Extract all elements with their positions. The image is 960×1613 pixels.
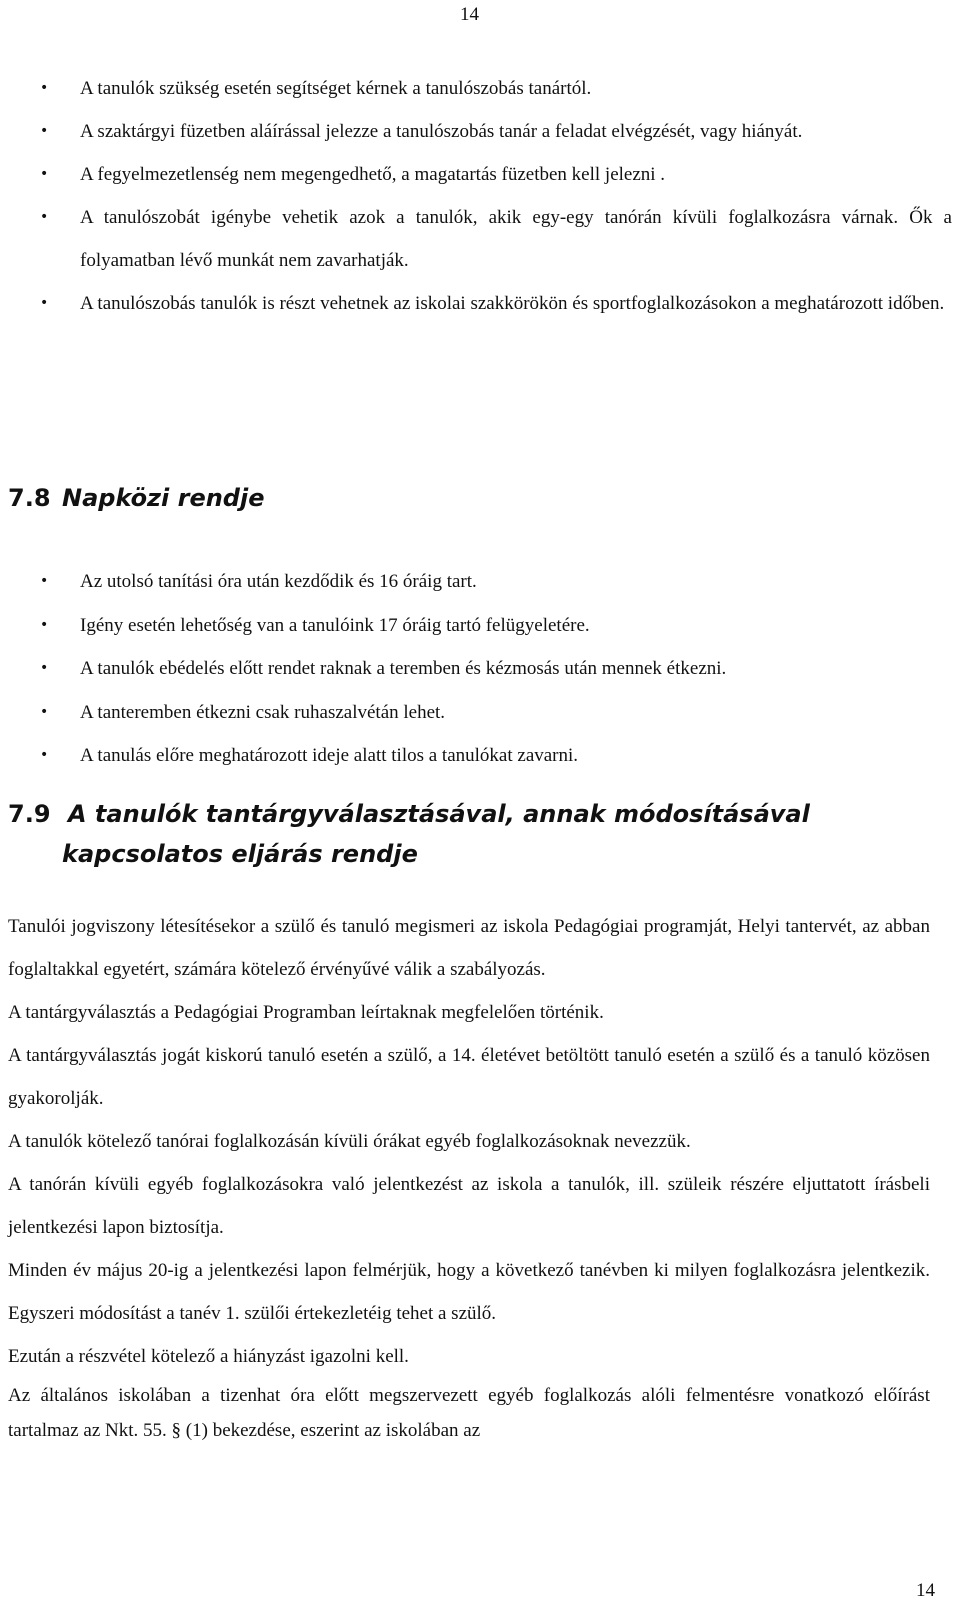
list-item: • A tanteremben étkezni csak ruhaszalvétán lehet. <box>0 691 960 735</box>
napkozi-rules-list <box>0 560 960 778</box>
section-title: Napközi rendje <box>62 484 265 512</box>
list-item: • A szaktárgyi füzetben aláírással jelezze a tanulószobás tanár a feladat elvégzését, vagy hiányát. <box>0 110 960 153</box>
paragraph: A tantárgyválasztás jogát kiskorú tanuló esetén a szülő, a 14. életévet betöltött tanuló esetén a szülő és a tanuló közösen gyakorolják. <box>8 1045 930 1109</box>
section-heading-7-8 <box>8 478 265 518</box>
tanuloszoba-rules-list <box>0 67 960 325</box>
list-item: • Igény esetén lehetőség van a tanulóink 17 óráig tartó felügyeletére. <box>0 604 960 648</box>
list-item: • A tanulók ebédelés előtt rendet raknak a teremben és kézmosás után mennek étkezni. <box>0 647 960 691</box>
paragraph: A tantárgyválasztás a Pedagógiai Programban leírtaknak megfelelően történik. <box>8 1002 604 1023</box>
list-item: • A tanulók szükség esetén segítséget kérnek a tanulószobás tanártól. <box>0 67 960 110</box>
paragraph: Az általános iskolában a tizenhat óra előtt megszervezett egyéb foglalkozás alóli felmentésre vonatkozó előírást tartalmaz az Nkt. 55. § (1) bekezdése, eszerint az iskolában az <box>8 1385 930 1441</box>
body-text <box>8 905 930 1448</box>
paragraph: A tanórán kívüli egyéb foglalkozásokra való jelentkezést az iskola a tanulók, ill. szüleik részére eljuttatott írásbeli jelentkezési lapon biztosítja. <box>8 1174 930 1238</box>
section-heading-7-9 <box>8 794 810 874</box>
section-title-line1: A tanulók tantárgyválasztásával, annak módosításával <box>68 800 810 828</box>
list-item: • Az utolsó tanítási óra után kezdődik és 16 óráig tart. <box>0 560 960 604</box>
list-item: • A tanulószobát igénybe vehetik azok a tanulók, akik egy-egy tanórán kívüli foglalkozásra várnak. Ők a folyamatban lévő munkát nem zavarhatják. <box>0 196 960 282</box>
list-item: • A tanulószobás tanulók is részt vehetnek az iskolai szakkörökön és sportfoglalkozásokon a meghatározott időben. <box>0 282 960 325</box>
section-number: 7.8 <box>8 484 51 512</box>
paragraph: Tanulói jogviszony létesítésekor a szülő és tanuló megismeri az iskola Pedagógiai programját, Helyi tantervét, az abban foglaltakkal egyetért, számára kötelező érvényűvé válik a szabályozás. <box>8 916 930 980</box>
page-number-bottom: 14 <box>916 1580 935 1601</box>
list-item: • A tanulás előre meghatározott ideje alatt tilos a tanulókat zavarni. <box>0 734 960 778</box>
paragraph: Minden év május 20-ig a jelentkezési lapon felmérjük, hogy a következő tanévben ki milyen foglalkozásra jelentkezik. Egyszeri módosítást a tanév 1. szülői értekezletéig tehet a szülő. <box>8 1260 930 1324</box>
paragraph: A tanulók kötelező tanórai foglalkozásán kívüli órákat egyéb foglalkozásoknak nevezzük. <box>8 1131 691 1152</box>
section-number: 7.9 <box>8 800 51 828</box>
list-item: • A fegyelmezetlenség nem megengedhető, a magatartás füzetben kell jelezni . <box>0 153 960 196</box>
section-title-line2: kapcsolatos eljárás rendje <box>62 840 418 868</box>
page-number-top: 14 <box>460 4 479 25</box>
paragraph: Ezután a részvétel kötelező a hiányzást igazolni kell. <box>8 1346 409 1367</box>
